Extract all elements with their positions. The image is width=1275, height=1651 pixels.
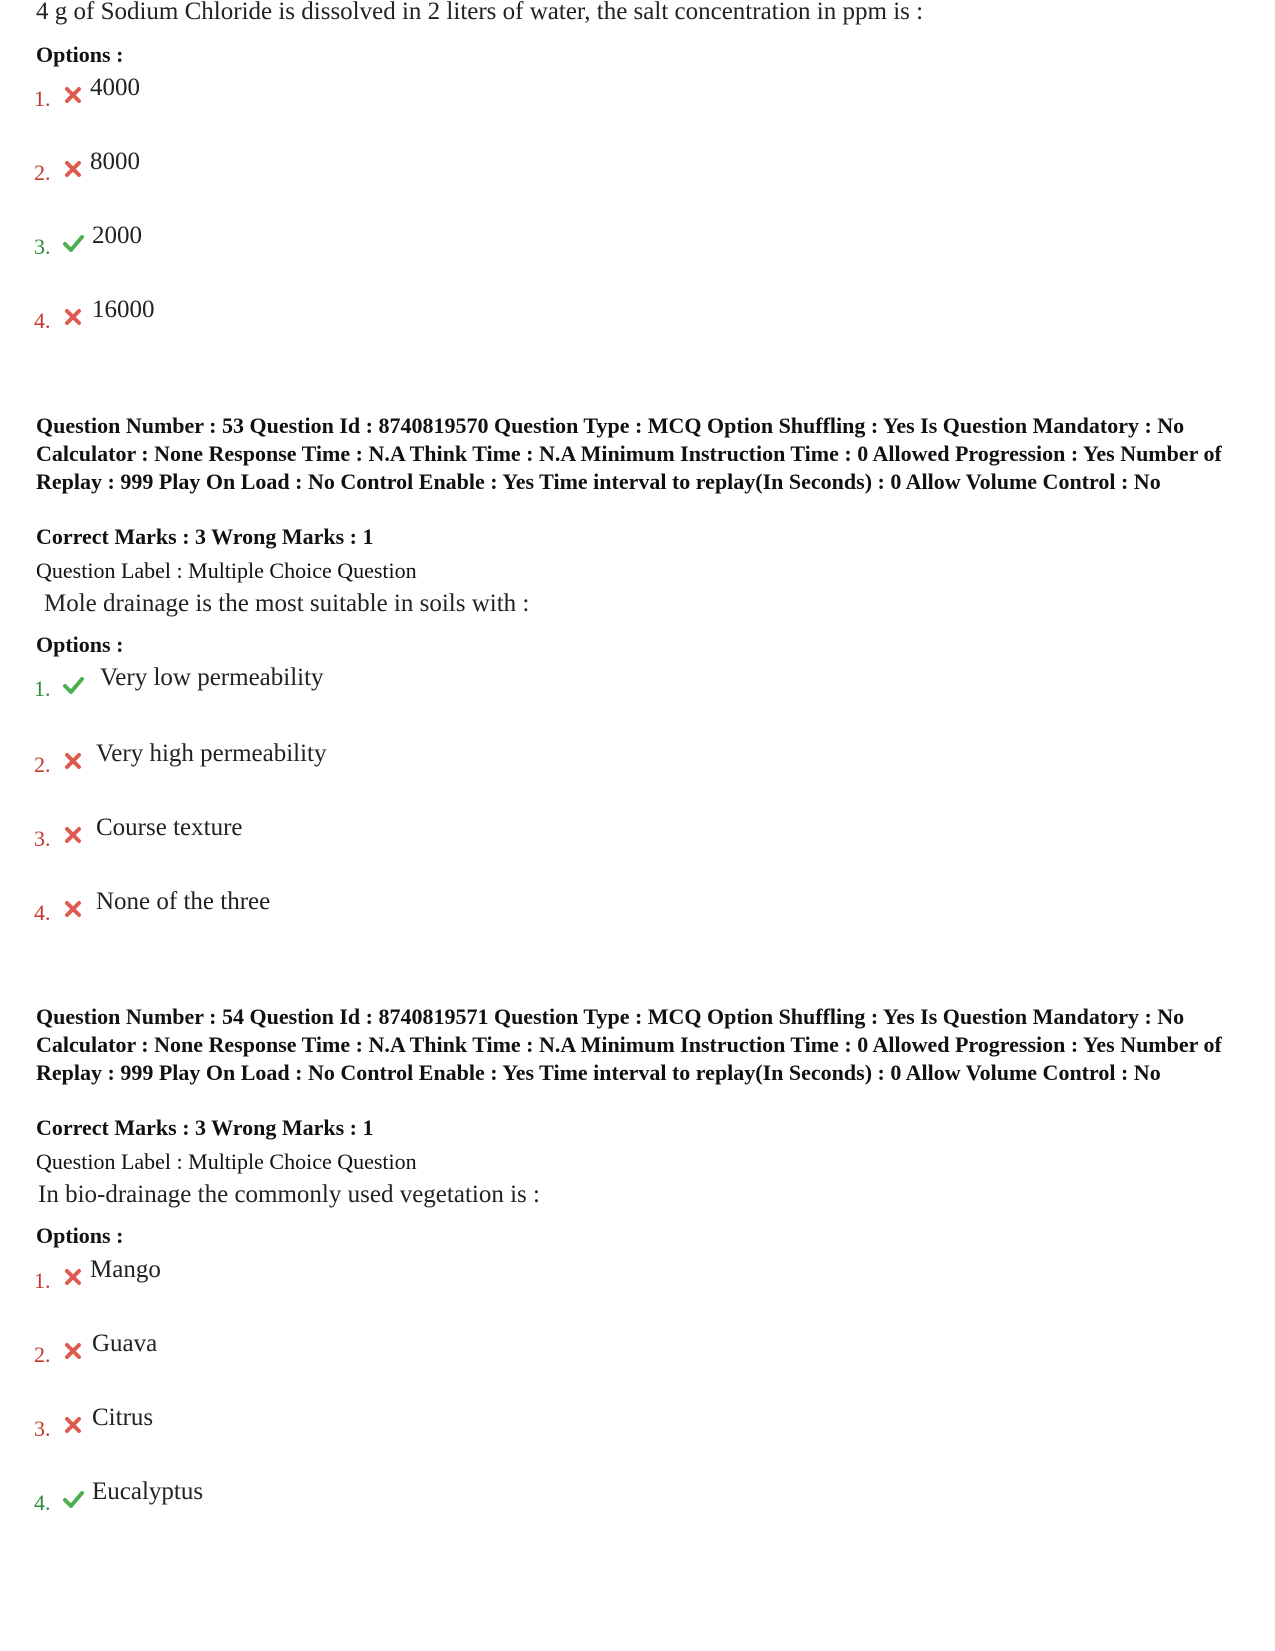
question-meta-54: Question Number : 54 Question Id : 8740819571 Question Type : MCQ Option Shuffling : Yes Is Question Mandatory : No Calculator : None Response Time : N.A Think Time : N.A Minimum Instruction Time : 0 Allowed Progression : Yes Number of Replay : 999 Play On Load : No Control Enable : Yes Time interval to replay(In Seconds) : 0 Allow Volume Control : No: [36, 1004, 1222, 1085]
option-number: 2.: [34, 160, 51, 185]
question-text-prev: 4 g of Sodium Chloride is dissolved in 2 liters of water, the salt concentration in ppm is :: [36, 0, 924, 25]
cross-icon: [62, 84, 84, 106]
option-number: 3.: [34, 1416, 51, 1441]
question-label-54: Question Label : Multiple Choice Question: [36, 1149, 417, 1174]
option-54-3: [34, 1404, 634, 1444]
option-54-2: [34, 1330, 634, 1370]
cross-icon: [62, 750, 84, 772]
option-number: 3.: [34, 234, 51, 259]
marks-line-53: Correct Marks : 3 Wrong Marks : 1: [36, 524, 374, 549]
option-54-4: [34, 1478, 634, 1518]
option-number: 4.: [34, 900, 51, 925]
cross-icon: [62, 898, 84, 920]
option-text: None of the three: [96, 888, 271, 915]
question-label-53: Question Label : Multiple Choice Question: [36, 558, 417, 583]
option-number: 1.: [34, 86, 51, 111]
option-text: Very low permeability: [100, 664, 324, 691]
option-number: 1.: [34, 676, 51, 701]
option-53-2: [34, 740, 634, 780]
cross-icon: [62, 306, 84, 328]
option-text: 2000: [92, 222, 142, 249]
options-label-54: Options :: [36, 1223, 124, 1248]
option-text: 8000: [90, 148, 140, 175]
cross-icon: [62, 1414, 84, 1436]
cross-icon: [62, 1266, 84, 1288]
option-number: 2.: [34, 752, 51, 777]
option-prev-4: [34, 296, 634, 336]
option-prev-3: [34, 222, 634, 262]
option-text: Eucalyptus: [92, 1478, 204, 1505]
question-text-53: Mole drainage is the most suitable in soils with :: [44, 590, 530, 617]
cross-icon: [62, 158, 84, 180]
options-label-prev: Options :: [36, 42, 124, 67]
option-text: Guava: [92, 1330, 158, 1357]
option-53-3: [34, 814, 634, 854]
option-53-4: [34, 888, 634, 928]
marks-line-54: Correct Marks : 3 Wrong Marks : 1: [36, 1115, 374, 1140]
options-label-53: Options :: [36, 632, 124, 657]
cross-icon: [62, 824, 84, 846]
option-text: Mango: [90, 1256, 161, 1283]
option-number: 4.: [34, 1490, 51, 1515]
option-text: Course texture: [96, 814, 243, 841]
option-prev-1: [34, 74, 634, 114]
option-53-1: [34, 664, 634, 704]
option-text: 4000: [90, 74, 140, 101]
option-prev-2: [34, 148, 634, 188]
check-icon: [62, 674, 84, 696]
option-number: 4.: [34, 308, 51, 333]
cross-icon: [62, 1340, 84, 1362]
option-number: 3.: [34, 826, 51, 851]
question-text-54: In bio-drainage the commonly used vegetation is :: [38, 1181, 540, 1208]
check-icon: [62, 232, 84, 254]
question-meta-53: Question Number : 53 Question Id : 8740819570 Question Type : MCQ Option Shuffling : Yes Is Question Mandatory : No Calculator : None Response Time : N.A Think Time : N.A Minimum Instruction Time : 0 Allowed Progression : Yes Number of Replay : 999 Play On Load : No Control Enable : Yes Time interval to replay(In Seconds) : 0 Allow Volume Control : No: [36, 413, 1222, 494]
option-number: 2.: [34, 1342, 51, 1367]
option-text: 16000: [92, 296, 155, 323]
option-text: Citrus: [92, 1404, 154, 1431]
check-icon: [62, 1488, 84, 1510]
option-number: 1.: [34, 1268, 51, 1293]
option-text: Very high permeability: [96, 740, 327, 767]
option-54-1: [34, 1256, 634, 1296]
